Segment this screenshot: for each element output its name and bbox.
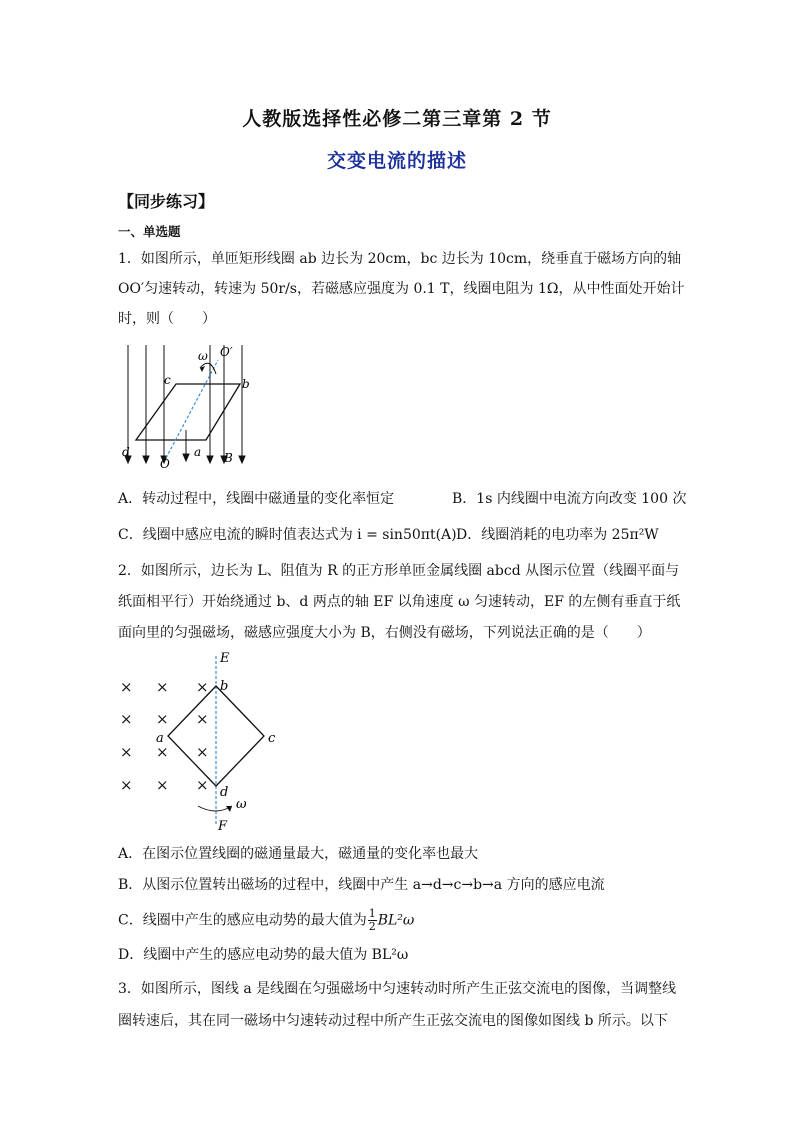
q2-line-3: 面向里的匀强磁场，磁感应强度大小为 B，右侧没有磁场，下列说法正确的是（ ） xyxy=(118,625,651,641)
page-subtitle: 交变电流的描述 xyxy=(326,150,467,172)
svg-text:×: × xyxy=(120,776,133,794)
q1-a-label: a xyxy=(194,445,202,459)
q2-option-c-prefix: C．线圈中产生的感应电动势的最大值为 xyxy=(118,912,367,929)
q2-option-c-suffix: BL²ω xyxy=(377,912,415,929)
q1-b-label: b xyxy=(242,377,250,391)
q2-E-label: E xyxy=(220,651,230,666)
q2-c-label: c xyxy=(268,731,276,746)
q3-line-2: 圈转速后，其在同一磁场中匀速转动过程中所产生正弦交流电的图像如图线 b 所示。以下 xyxy=(118,1013,668,1029)
q1-o-label: O xyxy=(160,457,170,471)
q2-F-label: F xyxy=(218,819,228,833)
fraction-denominator: 2 xyxy=(368,920,376,933)
svg-text:×: × xyxy=(120,678,133,696)
q1-line-2: OO′匀速转动，转速为 50r/s，若磁感应强度为 0.1 T，线圈电阻为 1Ω，从中性面处开始计 xyxy=(118,281,685,297)
q1-B-label: B xyxy=(224,451,233,465)
q2-d-label: d xyxy=(220,785,229,800)
fraction-numerator: 1 xyxy=(368,907,376,920)
svg-text:×: × xyxy=(196,776,209,794)
q1-omega-label: ω xyxy=(198,349,208,363)
q2-option-c xyxy=(118,908,414,933)
q2-figure xyxy=(112,648,282,833)
svg-text:×: × xyxy=(156,678,169,696)
q3-line-1: 3．如图所示，图线 a 是线圈在匀强磁场中匀速转动时所产生正弦交流电的图像，当调整线 xyxy=(118,981,677,997)
svg-text:×: × xyxy=(156,743,169,761)
q2-a-label: a xyxy=(156,731,164,746)
q2-option-d: D．线圈中产生的感应电动势的最大值为 BL²ω xyxy=(118,947,409,963)
subsection-heading: 一、单选题 xyxy=(118,224,181,239)
q1-c-label: c xyxy=(164,373,171,387)
q2-line-1: 2．如图所示，边长为 L、阻值为 R 的正方形单匝金属线圈 abcd 从图示位置（线圈平面与 xyxy=(118,563,680,579)
q1-option-c: C．线圈中感应电流的瞬时值表达式为 i = sin50πt(A) xyxy=(118,527,457,543)
svg-text:×: × xyxy=(120,743,133,761)
q1-figure xyxy=(118,340,258,475)
q1-option-d: D．线圈消耗的电功率为 25π²W xyxy=(456,527,659,543)
svg-text:×: × xyxy=(196,743,209,761)
q2-option-b: B．从图示位置转出磁场的过程中，线圈中产生 a→d→c→b→a 方向的感应电流 xyxy=(118,877,605,893)
q1-oprime-label: O′ xyxy=(220,345,233,359)
q1-option-a: A．转动过程中，线圈中磁通量的变化率恒定 xyxy=(118,491,395,507)
q2-b-label: b xyxy=(220,679,229,694)
svg-text:×: × xyxy=(196,710,209,728)
page-title: 人教版选择性必修二第三章第 2 节 xyxy=(242,108,552,130)
q1-d-label: d xyxy=(122,445,130,459)
q1-line-1: 1．如图所示，单匝矩形线圈 ab 边长为 20cm，bc 边长为 10cm，绕垂直于磁场方向的轴 xyxy=(118,251,682,267)
q2-omega-label: ω xyxy=(236,797,247,812)
q1-line-3: 时，则（ ） xyxy=(118,311,216,327)
svg-text:×: × xyxy=(156,776,169,794)
section-heading: 【同步练习】 xyxy=(118,192,215,211)
q2-option-a: A．在图示位置线圈的磁通量最大，磁通量的变化率也最大 xyxy=(118,846,479,862)
q2-option-c-fraction xyxy=(368,908,377,933)
svg-text:×: × xyxy=(120,710,133,728)
svg-text:×: × xyxy=(196,678,209,696)
q2-line-2: 纸面相平行）开始绕通过 b、d 两点的轴 EF 以角速度 ω 匀速转动，EF 的左侧有垂直于纸 xyxy=(118,594,681,610)
q2-field-crosses xyxy=(120,678,209,794)
q1-option-b: B．1s 内线圈中电流方向改变 100 次 xyxy=(452,491,687,507)
svg-text:×: × xyxy=(156,710,169,728)
